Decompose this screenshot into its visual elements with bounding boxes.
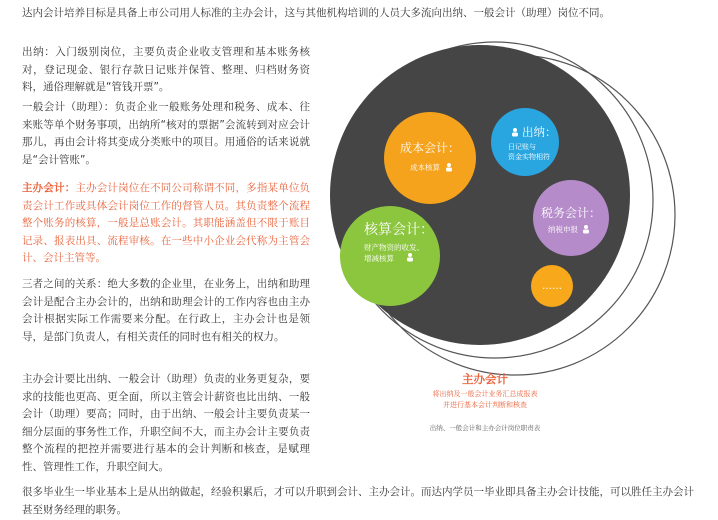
cashier-title: 出纳： [522, 125, 557, 139]
role-diagram [315, 30, 715, 440]
cost-accounting-circle [384, 112, 476, 204]
cashier-sub2: 资金实物相符 [508, 153, 550, 161]
tax-accounting-sub: 纳税申报 [548, 225, 578, 234]
chief-sub1: 将出纳及一般会计业务汇总成报表 [432, 390, 538, 398]
compare-paragraph: 主办会计要比出纳、一般会计（助理）负责的业务更复杂，要求的技能也更高、更全面，所以主管会计薪资也比出纳、一般会计（助理）要高；同时，由于出纳、一般会计主要负责某一细分层面的事务性工作，升职空间不大，而主办会计主要负责整个流程的把控并需要进行基本的会计判断和核查，是赋理性、管理性工作，升职空间大。 [22, 373, 310, 473]
chief-title: 主办会计 [462, 372, 508, 386]
diagram-caption: 出纳、一般会计和主办会计岗位职责表 [429, 424, 541, 432]
cashier-circle [491, 108, 559, 176]
chief-accountant-paragraph [22, 180, 310, 268]
general-accountant-paragraph: 一般会计（助理）：负责企业一般账务处理和税务、成本、往来账等单个财务事项，出纳所“核对的票据”会流转到对应会计那儿，再由会计将其变成分类账中的项目。用通俗的话来说就是“会计管账”。 [22, 101, 310, 166]
intro-text: 达内会计培养目标是具备上市公司用人标准的主办会计，这与其他机构培训的人员大多流向出纳、一般会计（助理）岗位不同。 [22, 7, 610, 19]
cost-accounting-title: 成本会计： [399, 141, 461, 155]
chief-accountant-label: 主办会计： [22, 182, 76, 194]
accounting-sub2: 增减核算 [364, 254, 394, 263]
tax-accounting-title: 税务会计： [540, 206, 602, 220]
relation-paragraph: 三者之间的关系：绝大多数的企业里，在业务上，出纳和助理会计是配合主办会计的，出纳和助理会计的工作内容也由主办会计根据实际工作需要来分配。在行政上，主办会计也是领导，是部门负责人，有相关责任的同时也有相关的权力。 [22, 278, 310, 343]
cashier-paragraph: 出纳：入门级别岗位，主要负责企业收支管理和基本账务核对，登记现金、银行存款日记账并保管、整理、归档财务资料，通俗理解就是“管钱开票”。 [22, 46, 310, 93]
cost-accounting-sub: 成本核算 [410, 163, 440, 172]
bottom-text: 很多毕业生一毕业基本上是从出纳做起，经验积累后，才可以升职到会计、主办会计。而达内学员一毕业即具备主办会计技能，可以胜任主办会计甚至财务经理的职务。 [22, 486, 694, 516]
accounting-title: 核算会计： [364, 222, 434, 238]
cashier-sub1: 日记账与 [508, 143, 536, 151]
accounting-sub1: 财产物资的收发、 [364, 243, 424, 252]
more-label: …… [542, 281, 562, 292]
chief-sub2: 并进行基本会计判断和核查 [443, 401, 527, 409]
chief-accountant-body: 主办会计岗位在不同公司称谓不同，多指某单位负责会计工作或具体会计岗位工作的督管人员。其负责整个流程整个账务的核算，一般是总账会计。其职能涵盖但不限于账目记录、报表出具、流程审核。在一些中小企业会代称为主管会计、会计主管等。 [22, 182, 311, 264]
